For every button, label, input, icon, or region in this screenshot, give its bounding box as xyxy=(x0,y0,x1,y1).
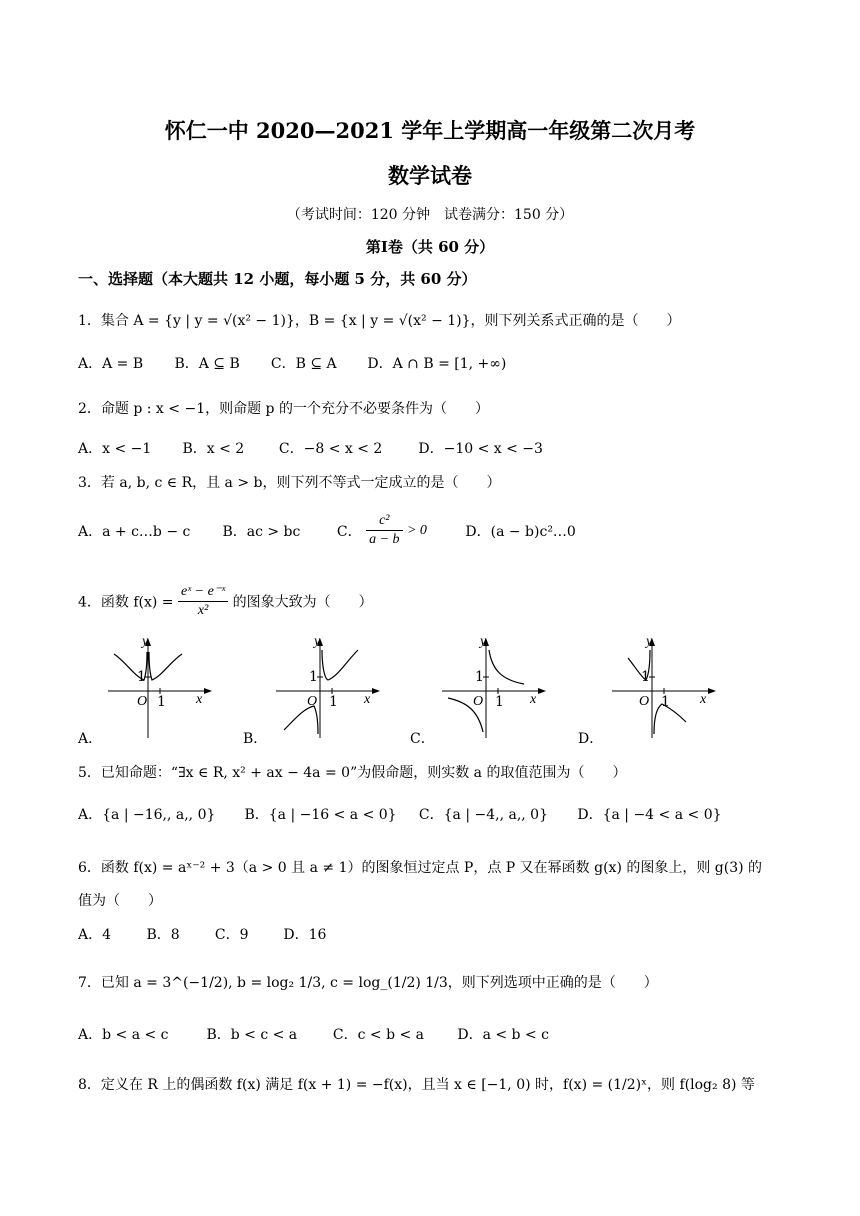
one-x-label: 1 xyxy=(157,694,166,710)
graph-a xyxy=(108,634,218,744)
exam-title: 怀仁一中 2020—2021 学年上学期高一年级第二次月考 xyxy=(164,118,696,143)
graph-b xyxy=(276,634,386,744)
option-d: D．a < b < c xyxy=(457,1027,549,1043)
question-3-stem: 3．若 a, b, c ∈ R，且 a > b，则下列不等式一定成立的是（ ） xyxy=(78,475,501,491)
x-axis-label: x xyxy=(700,692,707,707)
origin-label: O xyxy=(473,694,484,709)
one-y-label: 1 xyxy=(475,669,484,685)
origin-label: O xyxy=(639,694,650,709)
fraction-rest: > 0 xyxy=(406,522,427,538)
question-1-stem: 1．集合 A = {y | y = √(x² − 1)}，B = {x | y = √(x² − 1)}，则下列关系式正确的是（ ） xyxy=(78,313,681,329)
stem-prefix: 4．函数 f(x) = xyxy=(78,594,178,611)
option-d: D．(a − b)c²…0 xyxy=(465,523,576,540)
question-7-stem: 7．已知 a = 3^(−1/2), b = log₂ 1/3, c = log_(1/2) 1/3，则下列选项中正确的是（ ） xyxy=(78,975,658,991)
question-4-option-a: A． xyxy=(78,731,103,747)
question-6-stem: 6．函数 f(x) = aˣ⁻² + 3（a > 0 且 a ≠ 1）的图象恒过定点 P，点 P 又在幂函数 g(x) 的图象上，则 g(3) 的 xyxy=(78,860,763,876)
one-y-label: 1 xyxy=(641,669,650,685)
question-2-options xyxy=(78,438,543,458)
exam-subtitle: 数学试卷 xyxy=(388,163,472,188)
option-a: A．4 xyxy=(78,927,112,943)
option-b: B．A ⊆ B xyxy=(174,356,240,372)
exam-info: （考试时间：120 分钟 试卷满分：150 分） xyxy=(286,207,574,223)
y-axis-label: y xyxy=(314,634,321,649)
one-y-label: 1 xyxy=(309,669,318,685)
option-a: A．{a | −16,, a,, 0} xyxy=(78,807,216,823)
option-d: D．{a | −4 < a < 0} xyxy=(577,807,722,823)
option-d: D．16 xyxy=(283,927,327,943)
question-3-options xyxy=(78,512,576,549)
option-b: B．x < 2 xyxy=(182,441,245,457)
question-1-options xyxy=(78,353,506,373)
option-a: A．x < −1 xyxy=(78,441,152,457)
question-6-stem-cont: 值为（ ） xyxy=(78,893,162,909)
question-4-option-c: C． xyxy=(410,731,435,747)
question-4-stem xyxy=(78,583,373,620)
option-b: B．b < c < a xyxy=(206,1027,298,1043)
option-d: D．A ∩ B = [1, +∞) xyxy=(367,356,507,372)
fraction-numerator: c² xyxy=(366,512,402,531)
x-axis-label: x xyxy=(364,692,371,707)
option-a: A．b < a < c xyxy=(78,1027,169,1043)
option-c-fraction xyxy=(366,512,402,549)
y-axis-label: y xyxy=(142,634,149,649)
question-4-option-d: D． xyxy=(578,731,604,747)
section-heading: 一、选择题（本大题共 12 小题，每小题 5 分，共 60 分） xyxy=(78,270,477,288)
fraction-denominator: a − b xyxy=(369,532,400,547)
x-axis-label: x xyxy=(530,692,537,707)
stem-suffix: 的图象大致为（ ） xyxy=(232,594,373,611)
x-axis-label: x xyxy=(196,692,203,707)
option-c: C．{a | −4,, a,, 0} xyxy=(418,807,548,823)
option-a: A．A = B xyxy=(78,356,144,372)
option-c: C．9 xyxy=(214,927,249,943)
one-x-label: 1 xyxy=(661,694,670,710)
option-b: B．{a | −16 < a < 0} xyxy=(244,807,397,823)
question-4-option-b: B． xyxy=(243,731,268,747)
option-c: C．B ⊆ A xyxy=(270,356,337,372)
option-b: B．8 xyxy=(146,927,180,943)
y-axis-label: y xyxy=(646,634,653,649)
function-fraction xyxy=(178,583,228,620)
question-5-options xyxy=(78,804,722,824)
graph-c xyxy=(442,634,552,744)
option-a: A．a + c…b − c xyxy=(78,523,191,540)
one-y-label: 1 xyxy=(137,669,146,685)
option-c-label: C． xyxy=(336,523,362,540)
question-7-options xyxy=(78,1024,549,1044)
graph-d xyxy=(612,634,722,744)
fraction-numerator: eˣ − e⁻ˣ xyxy=(178,583,228,602)
question-2-stem: 2．命题 p : x < −1，则命题 p 的一个充分不必要条件为（ ） xyxy=(78,401,489,417)
origin-label: O xyxy=(307,694,318,709)
question-8-stem: 8．定义在 R 上的偶函数 f(x) 满足 f(x + 1) = −f(x)，且当 x ∈ [−1, 0) 时，f(x) = (1/2)ˣ，则 f(log₂ 8) 等 xyxy=(78,1077,755,1093)
option-c: C．c < b < a xyxy=(332,1027,425,1043)
one-x-label: 1 xyxy=(495,694,504,710)
origin-label: O xyxy=(137,694,148,709)
option-c: C．−8 < x < 2 xyxy=(278,441,383,457)
option-b: B．ac > bc xyxy=(222,523,301,540)
one-x-label: 1 xyxy=(329,694,338,710)
option-d: D．−10 < x < −3 xyxy=(418,441,543,457)
part-heading: 第Ⅰ卷（共 60 分） xyxy=(365,238,495,256)
question-6-options xyxy=(78,924,326,944)
question-5-stem: 5．已知命题：“∃x ∈ R, x² + ax − 4a = 0”为假命题，则实数 a 的取值范围为（ ） xyxy=(78,765,627,781)
fraction-denominator: x² xyxy=(197,603,209,618)
y-axis-label: y xyxy=(480,634,487,649)
